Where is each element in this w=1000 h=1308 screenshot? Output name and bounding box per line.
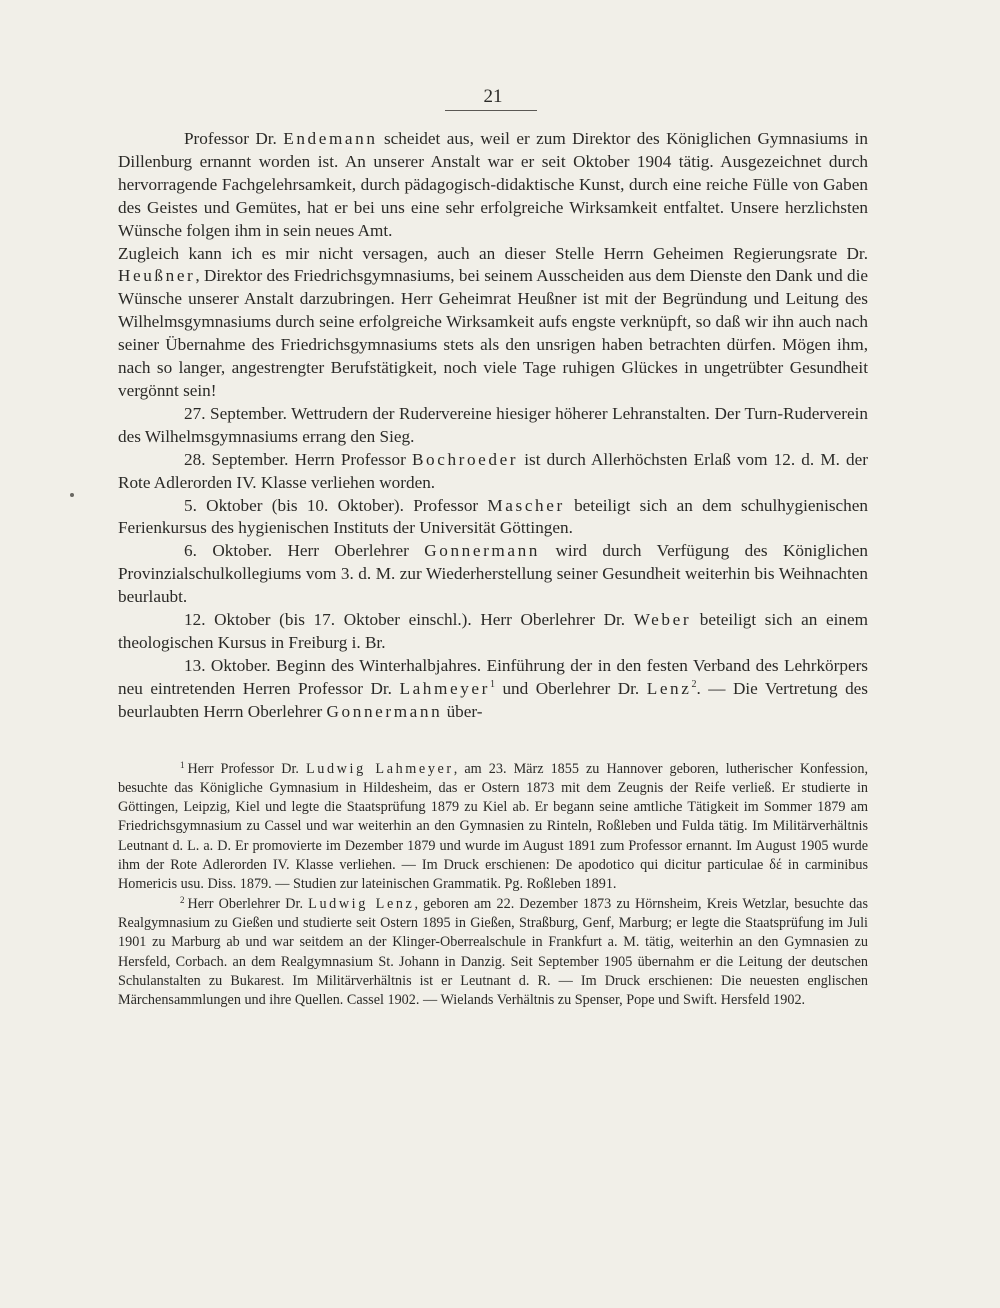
footnote-name-lenz: Ludwig Lenz xyxy=(308,896,415,913)
footnote-name-lahmeyer: Ludwig Lahmeyer xyxy=(306,761,454,777)
name-lenz: Lenz xyxy=(646,678,692,698)
name-bochroeder: Bochroeder xyxy=(411,449,519,469)
name-mascher: Mascher xyxy=(487,495,565,515)
page-number-rule xyxy=(445,110,537,111)
page-number: 21 xyxy=(483,86,503,107)
footnote-mark-2: 2 xyxy=(180,895,185,906)
name-weber: Weber xyxy=(633,610,692,630)
footnote-2: $^2$ Herr Oberlehrer Dr. Ludwig Lenz, geboren am 22. Dezember 1873 zu Hörnsheim, Kreis Wetzlar, besuchte das Realgymnasium zu Gießen und studierte seit Ostern 1895 in Gießen, Straßburg, Genf, Marburg; er legte die Staatsprüfung im Juli 1901 zu Marburg ab und war seitdem an der Klinger-Oberrealschule in Frankfurt a. M. tätig, weiterhin an den Gymnasien zu Hersfeld, Corbach. an dem Realgymnasium St. Johann in Danzig. Seit September 1905 übernahm er die Leitung der deutschen Schulanstalten zu Bukarest. Im Militärverhältnis ist er Leutnant d. R. — Im Druck erschienen: Die neuesten englischen Märchensammlungen und ihre Quellen. Cassel 1902. — Wielands Verhältnis zu Spenser, Pope und Swift. Hersfeld 1902. xyxy=(118,895,868,1008)
margin-dot xyxy=(70,493,74,497)
name-heussner: Heußner xyxy=(118,266,196,286)
paragraph-6-oktober: 6. Oktober. Herr Oberlehrer Gonnermann wird durch Verfügung des Königlichen Provinzialschulkollegiums vom 3. d. M. zur Wiederherstellung seiner Gesundheit weiterhin bis Weihnachten beurlaubt. xyxy=(118,541,868,607)
footnote-1: $^1$ Herr Professor Dr. Ludwig Lahmeyer, am 23. März 1855 zu Hannover geboren, lutherischer Konfession, besuchte das Königliche Gymnasium in Hildesheim, das er Ostern 1873 mit dem Zeugnis der Reife verließ. Er studierte in Göttingen, Leipzig, Kiel und legte die Staatsprüfung 1879 zu Kiel ab. Er begann seine amtliche Tätigkeit im Sommer 1879 am Friedrichsgymnasium zu Cassel und war weiterhin an den Gymnasien zu Rinteln, Roßleben und Fulda tätig. Im Militärverhältnis Leutnant d. L. a. D. Er promovierte im Dezember 1879 und wurde im August 1891 zum Professor ernannt. Im August 1905 wurde ihm der Rote Adlerorden IV. Klasse verliehen. — Im Druck erschienen: De apodotico qui dicitur particulae δέ in carminibus Homericis usu. Diss. 1879. — Studien zur lateinischen Grammatik. Pg. Roßleben 1891. xyxy=(118,760,869,892)
paragraph-28-september: 28. September. Herrn Professor Bochroeder ist durch Allerhöchsten Erlaß vom 12. d. M. der Rote Adlerorden IV. Klasse verliehen worden. xyxy=(118,449,868,492)
name-endemann: Endemann xyxy=(283,129,378,148)
footnote-ref-1[interactable]: 1 xyxy=(489,678,495,690)
paragraph-13-oktober: 13. Oktober. Beginn des Winterhalbjahres. Einführung der in den festen Verband des Lehrkörpers neu eintretenden Herren Professor Dr. Lahmeyer$^1$ und Oberlehrer Dr. Lenz$^2$. — Die Vertretung des beurlaubten Herrn Oberlehrer Gonnermann über- xyxy=(118,655,868,721)
footnotes xyxy=(118,760,868,1011)
paragraph-27-september: 27. September. Wettrudern der Rudervereine hiesiger höherer Lehranstalten. Der Turn-Ruderverein des Wilhelmsgymnasiums errang den Sieg. xyxy=(118,403,868,446)
name-gonnermann: Gonnermann xyxy=(424,541,540,561)
paragraph-heussner: Zugleich kann ich es mir nicht versagen, auch an dieser Stelle Herrn Geheimen Regierungsrate Dr. Heußner, Direktor des Friedrichsgymnasiums, bei seinem Ausscheiden aus dem Dienste den Dank und die Wünsche unserer Anstalt darzubringen. Herr Geheimrat Heußner ist mit der Begründung und Leitung des Wilhelmsgymnasiums durch seine erfolgreiche Wirksamkeit aufs engste verknüpft, so daß wir ihn auch nach seiner Übernahme des Friedrichsgymnasiums stets als den unsrigen haben betrachten dürfen. Mögen ihm, nach so langer, angestrengter Berufstätigkeit, noch viele Tage ruhigen Glückes in ungetrübter Gesundheit vergönnt sein! xyxy=(118,243,868,400)
paragraph-endemann: Professor Dr. Endemann scheidet aus, weil er zum Direktor des Königlichen Gymnasiums in Dillenburg ernannt worden ist. An unserer Anstalt war er seit Oktober 1904 tätig. Ausgezeichnet durch hervorragende Fachgelehrsamkeit, durch pädagogisch-didaktische Kunst, durch eine reiche Fülle von Gaben des Geistes und Gemütes, hat er bei uns eine sehr erfolgreiche Wirksamkeit entfaltet. Unsere herzlichsten Wünsche folgen ihm in sein neues Amt. xyxy=(118,129,868,240)
name-gonnermann-2: Gonnermann xyxy=(326,701,443,721)
name-lahmeyer: Lahmeyer xyxy=(399,678,490,698)
paragraph-5-oktober: 5. Oktober (bis 10. Oktober). Professor Mascher beteiligt sich an dem schulhygienischen Ferienkursus des hygienischen Instituts der Universität Göttingen. xyxy=(118,495,868,538)
paragraph-12-oktober: 12. Oktober (bis 17. Oktober einschl.). Herr Oberlehrer Dr. Weber beteiligt sich an einem theologischen Kursus in Freiburg i. Br. xyxy=(118,610,868,652)
footnote-ref-2[interactable]: 2 xyxy=(691,678,697,690)
footnote-mark-1: 1 xyxy=(180,760,185,770)
main-text xyxy=(118,128,868,724)
